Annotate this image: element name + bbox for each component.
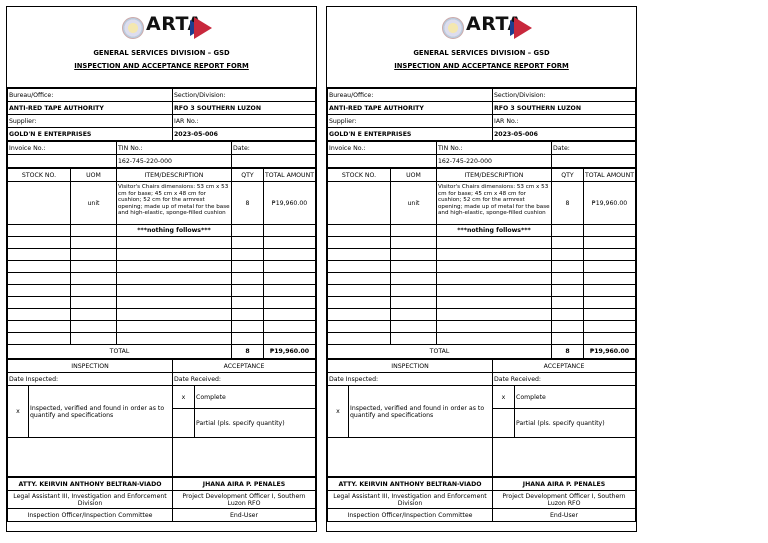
- item-stock-no: [328, 182, 391, 225]
- empty-cell: [264, 249, 316, 261]
- blank-row: [8, 333, 316, 345]
- date-value: [552, 155, 636, 168]
- date-label: Date:: [232, 142, 316, 155]
- division-title: GENERAL SERVICES DIVISION – GSD: [93, 49, 230, 57]
- invoice-label: Invoice No.:: [328, 142, 437, 155]
- acceptance-heading: ACCEPTANCE: [173, 360, 316, 373]
- item-row: [328, 182, 636, 225]
- total-qty: 8: [232, 345, 264, 359]
- blank-row: [8, 321, 316, 333]
- empty-cell: [264, 297, 316, 309]
- empty-cell: [71, 321, 117, 333]
- empty-cell: [71, 273, 117, 285]
- col-description: ITEM/DESCRIPTION: [117, 169, 232, 182]
- empty-cell: [71, 237, 117, 249]
- empty-cell: [391, 333, 437, 345]
- inspection-table: [7, 359, 316, 477]
- item-amount: ₱19,960.00: [584, 182, 636, 225]
- empty-cell: [71, 249, 117, 261]
- inspector-position: Legal Assistant III, Investigation and Enforcement Division: [8, 491, 173, 509]
- inspected-text: Inspected, verified and found in order as to quantify and specifications: [29, 386, 173, 438]
- empty-cell: [552, 309, 584, 321]
- blank-row: [8, 261, 316, 273]
- inspected-checkbox: x: [328, 386, 349, 438]
- empty-cell: [232, 237, 264, 249]
- empty-cell: [552, 273, 584, 285]
- empty-cell: [552, 333, 584, 345]
- complete-checkbox: x: [493, 386, 515, 409]
- date-inspected-label: Date Inspected:: [8, 373, 173, 386]
- empty-cell: [552, 225, 584, 237]
- tin-value: 162-745-220-000: [437, 155, 552, 168]
- date-inspected-label: Date Inspected:: [328, 373, 493, 386]
- enduser-position: Project Development Officer I, Southern Luzon RFO: [493, 491, 636, 509]
- empty-cell: [328, 225, 391, 237]
- col-qty: QTY: [232, 169, 264, 182]
- empty-cell: [328, 309, 391, 321]
- iar-form-left: [6, 6, 317, 532]
- empty-cell: [8, 333, 71, 345]
- col-stock-no: STOCK NO.: [8, 169, 71, 182]
- blank-row: [8, 273, 316, 285]
- empty-cell: [437, 273, 552, 285]
- date-received-label: Date Received:: [173, 373, 316, 386]
- supplier-label: Supplier:: [8, 115, 173, 128]
- date-label: Date:: [552, 142, 636, 155]
- inspection-heading: INSPECTION: [8, 360, 173, 373]
- blank-row: [8, 237, 316, 249]
- date-received-label: Date Received:: [493, 373, 636, 386]
- empty-cell: [71, 297, 117, 309]
- division-title: GENERAL SERVICES DIVISION – GSD: [413, 49, 550, 57]
- empty-cell: [264, 237, 316, 249]
- empty-cell: [71, 333, 117, 345]
- iar-label: IAR No.:: [173, 115, 316, 128]
- partial-text: Partial (pls. specify quantity): [515, 409, 636, 438]
- blank-row: [328, 237, 636, 249]
- empty-cell: [264, 273, 316, 285]
- blank-rows: [328, 237, 636, 345]
- blank-row: [8, 297, 316, 309]
- blank-row: [8, 285, 316, 297]
- empty-cell: [8, 249, 71, 261]
- supplier-value: GOLD'N E ENTERPRISES: [328, 128, 493, 141]
- flag-arrow-red-icon: [514, 17, 532, 39]
- inspected-text: Inspected, verified and found in order as to quantify and specifications: [349, 386, 493, 438]
- enduser-position: Project Development Officer I, Southern Luzon RFO: [173, 491, 316, 509]
- logo-text: ARTA: [146, 13, 203, 35]
- date-value: [232, 155, 316, 168]
- empty-cell: [8, 297, 71, 309]
- invoice-table: [7, 141, 316, 168]
- section-value: RFO 3 SOUTHERN LUZON: [493, 102, 636, 115]
- empty-cell: [264, 261, 316, 273]
- empty-cell: [584, 333, 636, 345]
- empty-cell: [328, 321, 391, 333]
- empty-cell: [328, 333, 391, 345]
- empty-cell: [264, 321, 316, 333]
- col-qty: QTY: [552, 169, 584, 182]
- empty-cell: [71, 261, 117, 273]
- item-row: [8, 182, 316, 225]
- form-header: [7, 7, 316, 88]
- empty-cell: [584, 249, 636, 261]
- empty-cell: [232, 249, 264, 261]
- empty-cell: [391, 273, 437, 285]
- seal-icon: [122, 17, 144, 39]
- items-table: [7, 168, 316, 359]
- item-uom: unit: [71, 182, 117, 225]
- empty-cell: [117, 297, 232, 309]
- empty-cell: [8, 285, 71, 297]
- blank-row: [328, 297, 636, 309]
- tin-label: TIN No.:: [117, 142, 232, 155]
- item-qty: 8: [552, 182, 584, 225]
- total-amount: ₱19,960.00: [264, 345, 316, 359]
- col-uom: UOM: [391, 169, 437, 182]
- empty-cell: [232, 321, 264, 333]
- blank-rows: [8, 237, 316, 345]
- empty-cell: [391, 297, 437, 309]
- inspector-role: Inspection Officer/Inspection Committee: [8, 509, 173, 522]
- empty-cell: [437, 237, 552, 249]
- inspection-heading: INSPECTION: [328, 360, 493, 373]
- empty-cell: [391, 237, 437, 249]
- empty-cell: [8, 309, 71, 321]
- inspector-position: Legal Assistant III, Investigation and Enforcement Division: [328, 491, 493, 509]
- col-total-amount: TOTAL AMOUNT: [584, 169, 636, 182]
- empty-cell: [437, 285, 552, 297]
- empty-cell: [584, 297, 636, 309]
- empty-cell: [391, 249, 437, 261]
- total-row: [8, 345, 316, 359]
- empty-cell: [71, 225, 117, 237]
- supplier-value: GOLD'N E ENTERPRISES: [8, 128, 173, 141]
- item-stock-no: [8, 182, 71, 225]
- empty-cell: [391, 261, 437, 273]
- total-label: TOTAL: [328, 345, 552, 359]
- info-table: [327, 88, 636, 141]
- total-label: TOTAL: [8, 345, 232, 359]
- enduser-signature-space: [173, 438, 316, 477]
- tin-label: TIN No.:: [437, 142, 552, 155]
- col-stock-no: STOCK NO.: [328, 169, 391, 182]
- partial-checkbox: [173, 409, 195, 438]
- empty-cell: [437, 309, 552, 321]
- empty-cell: [8, 273, 71, 285]
- form-header: [327, 7, 636, 88]
- partial-text: Partial (pls. specify quantity): [195, 409, 316, 438]
- section-label: Section/Division:: [493, 89, 636, 102]
- arta-logo: [122, 15, 212, 43]
- empty-cell: [584, 225, 636, 237]
- bureau-value: ANTI-RED TAPE AUTHORITY: [8, 102, 173, 115]
- bureau-value: ANTI-RED TAPE AUTHORITY: [328, 102, 493, 115]
- empty-cell: [328, 249, 391, 261]
- empty-cell: [552, 261, 584, 273]
- empty-cell: [437, 333, 552, 345]
- empty-cell: [328, 285, 391, 297]
- inspector-name: ATTY. KEIRVIN ANTHONY BELTRAN-VIADO: [328, 478, 493, 491]
- complete-text: Complete: [195, 386, 316, 409]
- empty-cell: [437, 297, 552, 309]
- inspection-table: [327, 359, 636, 477]
- item-description: Visitor's Chairs dimensions: 53 cm x 53 cm for base; 45 cm x 48 cm for cushion; 52 cm for the armrest opening; made up of metal for the base and high-elastic, sponge-filled cushion: [117, 182, 232, 225]
- blank-row: [328, 321, 636, 333]
- empty-cell: [584, 273, 636, 285]
- empty-cell: [117, 309, 232, 321]
- complete-checkbox: x: [173, 386, 195, 409]
- item-qty: 8: [232, 182, 264, 225]
- empty-cell: [328, 237, 391, 249]
- empty-cell: [584, 285, 636, 297]
- section-value: RFO 3 SOUTHERN LUZON: [173, 102, 316, 115]
- item-amount: ₱19,960.00: [264, 182, 316, 225]
- empty-cell: [552, 297, 584, 309]
- flag-arrow-red-icon: [194, 17, 212, 39]
- arta-logo: [442, 15, 532, 43]
- logo-text: ARTA: [466, 13, 523, 35]
- empty-cell: [8, 225, 71, 237]
- empty-cell: [437, 321, 552, 333]
- total-amount: ₱19,960.00: [584, 345, 636, 359]
- blank-row: [8, 309, 316, 321]
- enduser-role: End-User: [173, 509, 316, 522]
- inspector-role: Inspection Officer/Inspection Committee: [328, 509, 493, 522]
- total-row: [328, 345, 636, 359]
- items-table: [327, 168, 636, 359]
- item-uom: unit: [391, 182, 437, 225]
- signatories-table: [327, 477, 636, 522]
- inspector-name: ATTY. KEIRVIN ANTHONY BELTRAN-VIADO: [8, 478, 173, 491]
- blank-row: [8, 249, 316, 261]
- enduser-name: JHANA AIRA P. PENALES: [173, 478, 316, 491]
- iar-label: IAR No.:: [493, 115, 636, 128]
- empty-cell: [584, 261, 636, 273]
- empty-cell: [391, 285, 437, 297]
- empty-cell: [552, 285, 584, 297]
- info-table: [7, 88, 316, 141]
- nothing-follows: ***nothing follows***: [437, 225, 552, 237]
- complete-text: Complete: [515, 386, 636, 409]
- empty-cell: [328, 297, 391, 309]
- enduser-name: JHANA AIRA P. PENALES: [493, 478, 636, 491]
- empty-cell: [232, 309, 264, 321]
- empty-cell: [264, 225, 316, 237]
- empty-cell: [232, 273, 264, 285]
- bureau-label: Bureau/Office:: [8, 89, 173, 102]
- supplier-label: Supplier:: [328, 115, 493, 128]
- empty-cell: [232, 261, 264, 273]
- empty-cell: [391, 309, 437, 321]
- invoice-value: [8, 155, 117, 168]
- empty-cell: [117, 249, 232, 261]
- empty-cell: [232, 225, 264, 237]
- inspector-signature-space: [328, 438, 493, 477]
- empty-cell: [117, 237, 232, 249]
- empty-cell: [232, 297, 264, 309]
- blank-row: [328, 333, 636, 345]
- empty-cell: [117, 273, 232, 285]
- item-description: Visitor's Chairs dimensions: 53 cm x 53 cm for base; 45 cm x 48 cm for cushion; 52 cm for the armrest opening; made up of metal for the base and high-elastic, sponge-filled cushion: [437, 182, 552, 225]
- empty-cell: [71, 285, 117, 297]
- empty-cell: [264, 285, 316, 297]
- section-label: Section/Division:: [173, 89, 316, 102]
- total-qty: 8: [552, 345, 584, 359]
- empty-cell: [328, 273, 391, 285]
- enduser-role: End-User: [493, 509, 636, 522]
- seal-icon: [442, 17, 464, 39]
- inspected-checkbox: x: [8, 386, 29, 438]
- bureau-label: Bureau/Office:: [328, 89, 493, 102]
- invoice-label: Invoice No.:: [8, 142, 117, 155]
- blank-row: [328, 273, 636, 285]
- nothing-follows: ***nothing follows***: [117, 225, 232, 237]
- empty-cell: [552, 249, 584, 261]
- empty-cell: [552, 237, 584, 249]
- blank-row: [328, 285, 636, 297]
- invoice-table: [327, 141, 636, 168]
- blank-row: [328, 309, 636, 321]
- empty-cell: [117, 333, 232, 345]
- tin-value: 162-745-220-000: [117, 155, 232, 168]
- empty-cell: [391, 321, 437, 333]
- empty-cell: [117, 321, 232, 333]
- empty-cell: [71, 309, 117, 321]
- empty-cell: [8, 321, 71, 333]
- form-title: INSPECTION AND ACCEPTANCE REPORT FORM: [74, 62, 249, 70]
- col-total-amount: TOTAL AMOUNT: [264, 169, 316, 182]
- signatories-table: [7, 477, 316, 522]
- iar-form-right: [326, 6, 637, 532]
- empty-cell: [328, 261, 391, 273]
- partial-checkbox: [493, 409, 515, 438]
- empty-cell: [117, 285, 232, 297]
- empty-cell: [264, 309, 316, 321]
- blank-row: [328, 261, 636, 273]
- empty-cell: [232, 285, 264, 297]
- col-uom: UOM: [71, 169, 117, 182]
- acceptance-heading: ACCEPTANCE: [493, 360, 636, 373]
- empty-cell: [8, 261, 71, 273]
- form-title: INSPECTION AND ACCEPTANCE REPORT FORM: [394, 62, 569, 70]
- invoice-value: [328, 155, 437, 168]
- empty-cell: [584, 237, 636, 249]
- empty-cell: [8, 237, 71, 249]
- empty-cell: [264, 333, 316, 345]
- col-description: ITEM/DESCRIPTION: [437, 169, 552, 182]
- empty-cell: [552, 321, 584, 333]
- empty-cell: [232, 333, 264, 345]
- iar-value: 2023-05-006: [173, 128, 316, 141]
- inspector-signature-space: [8, 438, 173, 477]
- empty-cell: [117, 261, 232, 273]
- empty-cell: [391, 225, 437, 237]
- empty-cell: [437, 261, 552, 273]
- empty-cell: [437, 249, 552, 261]
- empty-cell: [584, 321, 636, 333]
- iar-value: 2023-05-006: [493, 128, 636, 141]
- enduser-signature-space: [493, 438, 636, 477]
- empty-cell: [584, 309, 636, 321]
- blank-row: [328, 249, 636, 261]
